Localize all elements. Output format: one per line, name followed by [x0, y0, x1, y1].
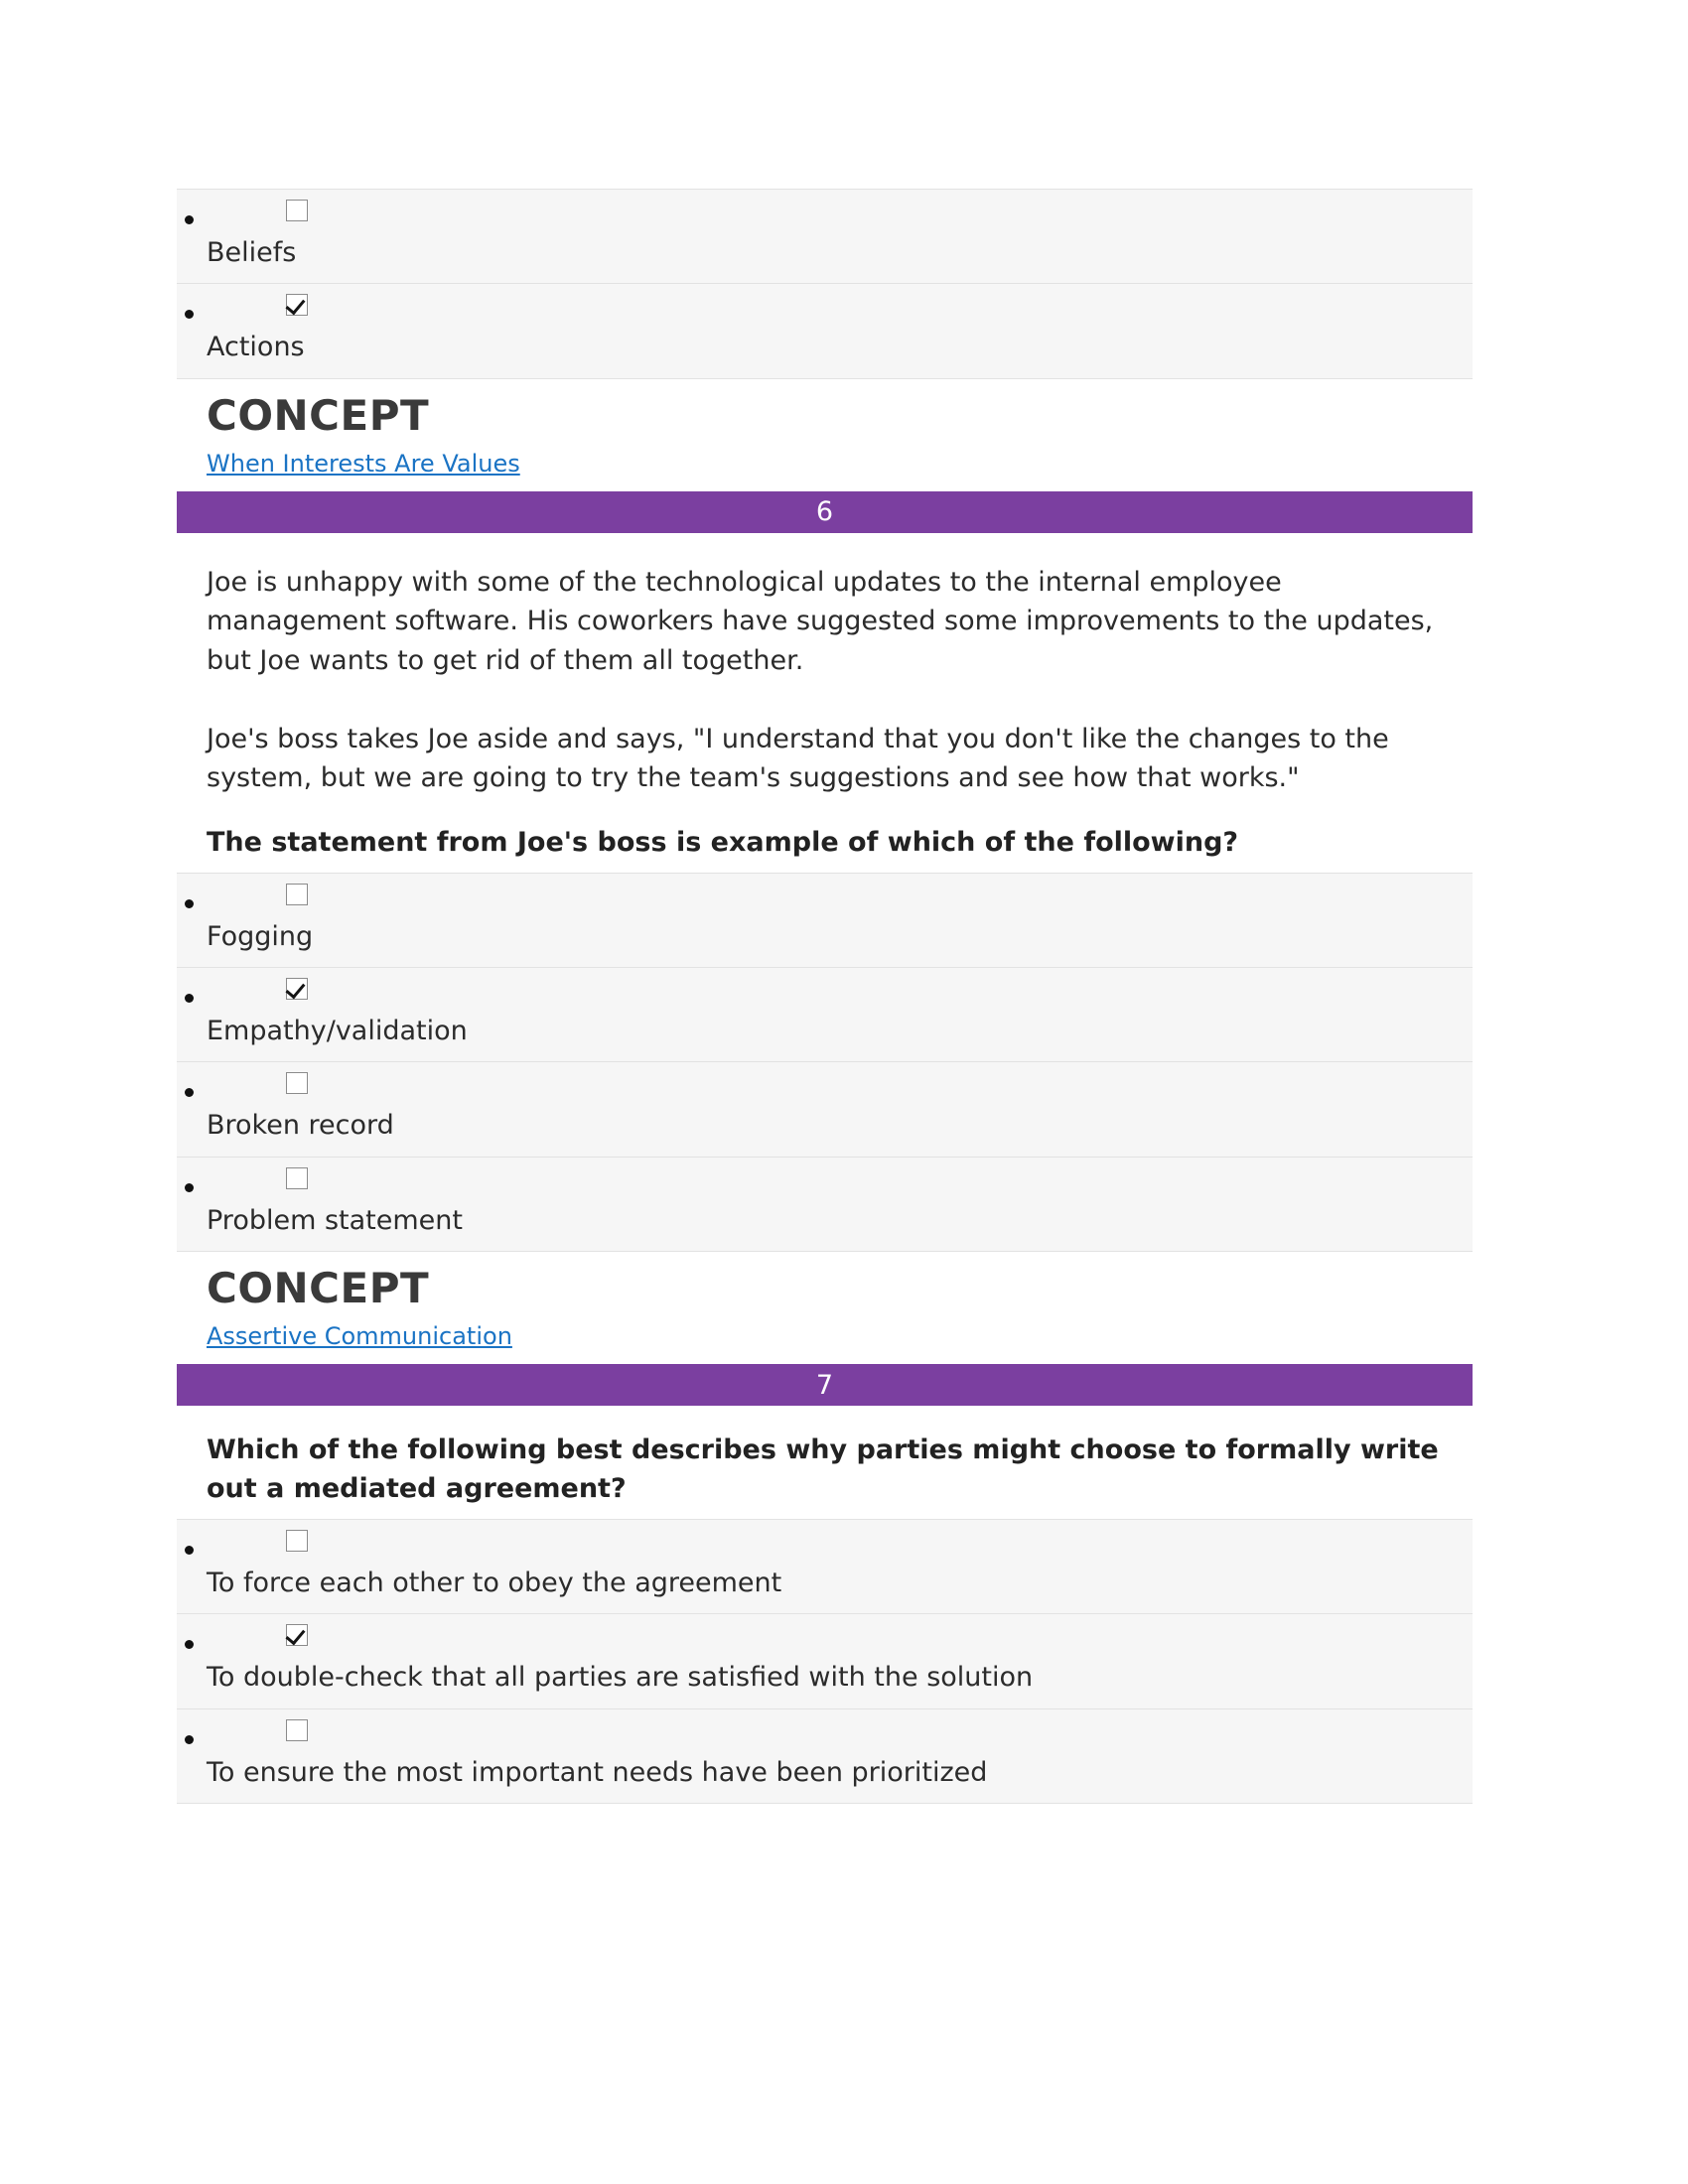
list-item[interactable]: [177, 968, 1473, 1062]
spacer: [177, 863, 1473, 873]
checkbox-checked-icon[interactable]: [286, 294, 308, 316]
question-prompt: Which of the following best describes why parties might choose to formally write out a mediated agreement?: [207, 1434, 1439, 1505]
checkbox-unchecked-icon[interactable]: [286, 884, 308, 905]
question-number-banner: [177, 1364, 1473, 1406]
list-item[interactable]: [177, 189, 1473, 284]
list-item[interactable]: [177, 1614, 1473, 1708]
bullet-icon: [185, 899, 194, 908]
option-label: Empathy/validation: [207, 1016, 468, 1047]
checkbox-unchecked-icon[interactable]: [286, 1167, 308, 1189]
bullet-icon: [185, 1735, 194, 1744]
bullet-icon: [185, 1183, 194, 1192]
list-item[interactable]: [177, 1062, 1473, 1157]
checkbox-checked-icon[interactable]: [286, 1624, 308, 1646]
option-label: Broken record: [207, 1110, 394, 1142]
concept-link[interactable]: Assertive Communication: [207, 1322, 512, 1351]
checkbox-unchecked-icon[interactable]: [286, 200, 308, 221]
bullet-icon: [185, 215, 194, 224]
spacer: [177, 1509, 1473, 1519]
option-label: Beliefs: [207, 237, 297, 268]
question-number-banner: [177, 491, 1473, 533]
checkbox-unchecked-icon[interactable]: [286, 1072, 308, 1094]
bullet-icon: [185, 994, 194, 1003]
question-number: 6: [815, 496, 834, 528]
option-label: Problem statement: [207, 1204, 463, 1236]
option-label: To force each other to obey the agreement: [207, 1568, 782, 1598]
question-paragraph: Joe's boss takes Joe aside and says, "I understand that you don't like the changes to the system, but we are going to try the team's suggestions and see how that works.": [207, 724, 1389, 794]
list-item[interactable]: [177, 1158, 1473, 1252]
checkbox-unchecked-icon[interactable]: [286, 1719, 308, 1741]
question-number: 7: [815, 1369, 834, 1401]
question-prompt: The statement from Joe's boss is example of which of the following?: [207, 826, 1239, 858]
concept-link[interactable]: When Interests Are Values: [207, 449, 520, 478]
checkbox-checked-icon[interactable]: [286, 978, 308, 1000]
checkbox-unchecked-icon[interactable]: [286, 1530, 308, 1552]
option-label: Fogging: [207, 920, 314, 952]
list-item[interactable]: [177, 1519, 1473, 1614]
option-label: To ensure the most important needs have been prioritized: [207, 1756, 988, 1788]
concept-heading: CONCEPT: [207, 1264, 430, 1313]
list-item[interactable]: [177, 284, 1473, 378]
option-label: Actions: [207, 332, 305, 363]
list-item[interactable]: [177, 1709, 1473, 1804]
document-content: [177, 189, 1473, 1804]
option-label: To double-check that all parties are satisfied with the solution: [207, 1662, 1034, 1694]
concept-heading: CONCEPT: [207, 390, 430, 440]
question-paragraph: Joe is unhappy with some of the technological updates to the internal employee management software. His coworkers have suggested some improvements to the updates, but Joe wants to get rid of them all together.: [207, 566, 1434, 676]
list-item[interactable]: [177, 873, 1473, 968]
bullet-icon: [185, 1546, 194, 1555]
